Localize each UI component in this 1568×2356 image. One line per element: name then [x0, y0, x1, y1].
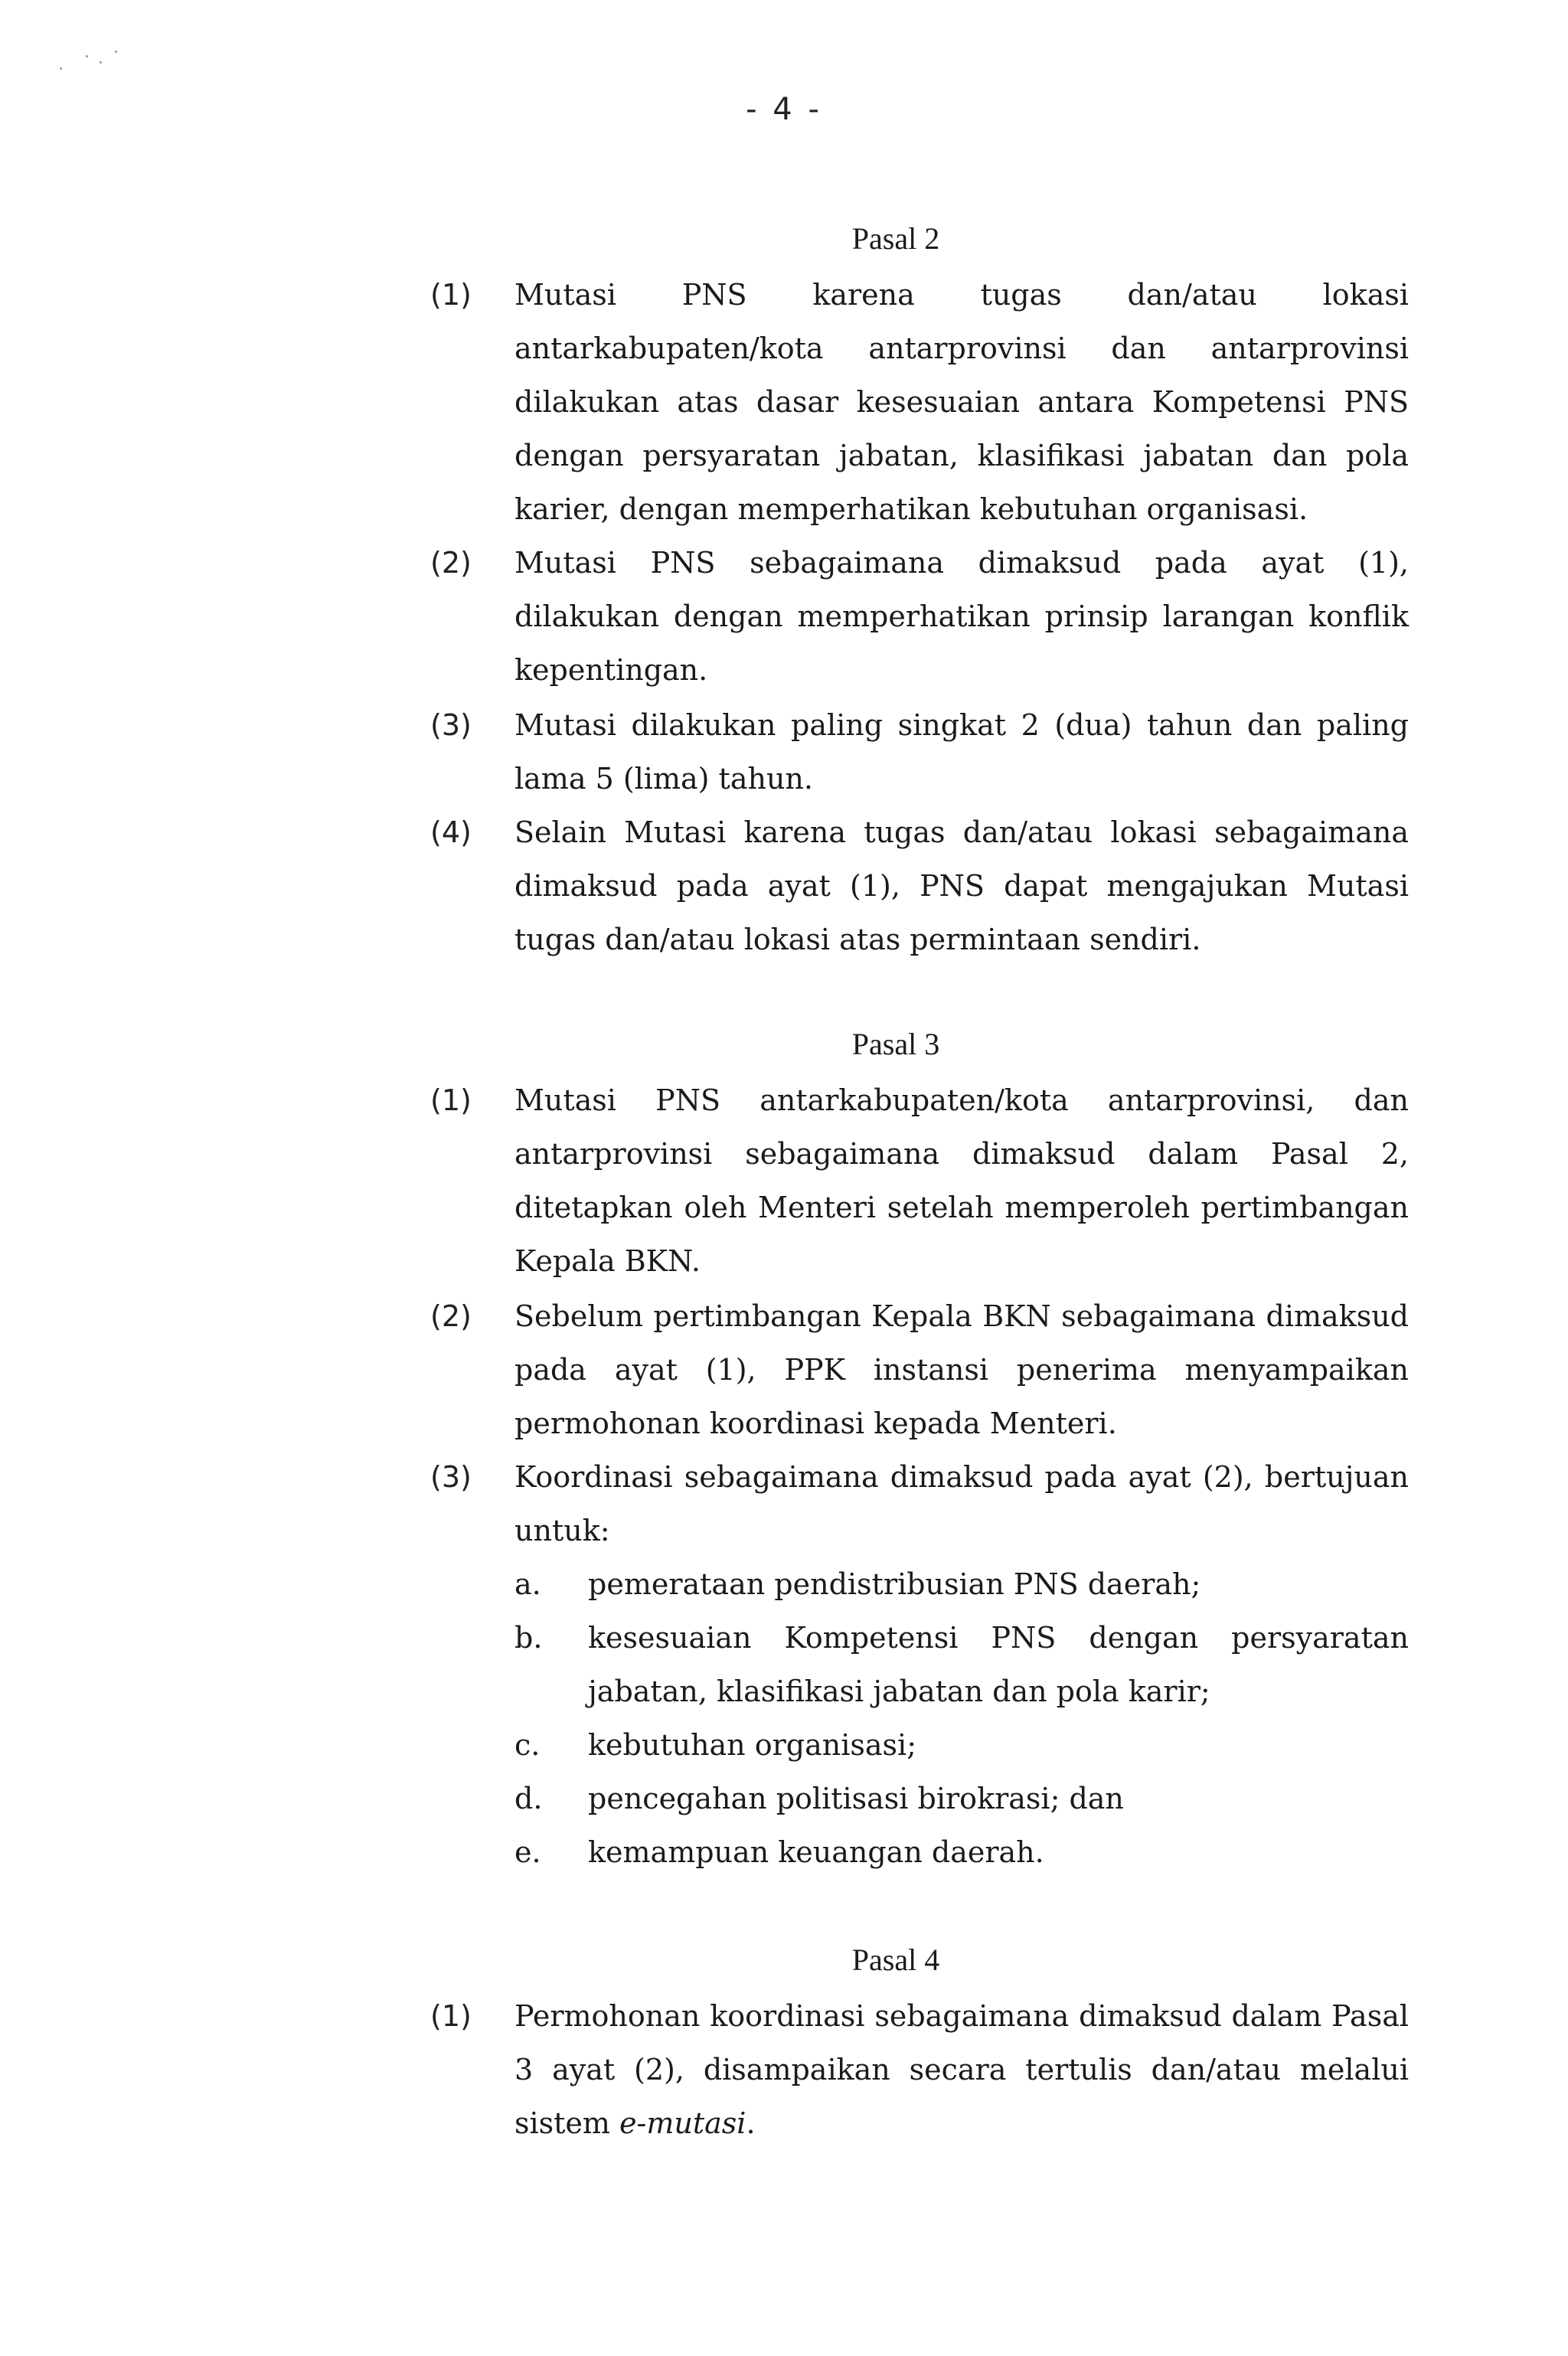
ayat-text-end: . — [746, 2106, 756, 2140]
scan-speck — [60, 67, 62, 70]
pasal-3-title: Pasal 3 — [851, 1027, 940, 1061]
list-item-text: pemerataan pendistribusian PNS daerah; — [588, 1567, 1201, 1601]
list-letter: e. — [514, 1835, 541, 1869]
list-letter: d. — [514, 1782, 543, 1815]
ayat-text: Mutasi dilakukan paling singkat 2 (dua) tahun dan paling lama 5 (lima) tahun. — [514, 708, 1409, 796]
scan-speck — [100, 61, 102, 64]
ayat-number: (4) — [430, 815, 472, 849]
list-item — [514, 1557, 1409, 1611]
ayat-text: Mutasi PNS sebagaimana dimaksud pada ayat (1), dilakukan dengan memperhatikan prinsip larangan konflik kepentingan. — [514, 546, 1409, 687]
ayat-number: (1) — [430, 1999, 472, 2033]
page-number: - 4 - — [746, 92, 822, 127]
list-item-text: kemampuan keuangan daerah. — [588, 1835, 1044, 1869]
pasal-4-title: Pasal 4 — [851, 1943, 940, 1977]
list-item — [514, 1611, 1409, 1718]
list-letter: c. — [514, 1728, 541, 1762]
list-letter: b. — [514, 1621, 543, 1655]
ayat-number: (1) — [430, 1083, 472, 1117]
pasal-3-sub-list — [514, 1557, 1409, 1879]
list-item — [514, 1772, 1409, 1825]
scan-speck — [115, 51, 117, 53]
ayat-text: Mutasi PNS antarkabupaten/kota antarprovinsi, dan antarprovinsi sebagaimana dimaksud dalam Pasal 2, ditetapkan oleh Menteri setelah memperoleh pertimbangan Kepala BKN. — [514, 1083, 1409, 1278]
list-item — [514, 1718, 1409, 1772]
ayat-text-main: Permohonan koordinasi sebagaimana dimaksud dalam Pasal 3 ayat (2), disampaikan secara tertulis dan/atau melalui sistem — [514, 1999, 1409, 2140]
list-item-text: kebutuhan organisasi; — [588, 1728, 917, 1762]
ayat-text: Sebelum pertimbangan Kepala BKN sebagaimana dimaksud pada ayat (1), PPK instansi penerima menyampaikan permohonan koordinasi kepada Menteri. — [514, 1299, 1409, 1440]
pasal-2-title: Pasal 2 — [851, 221, 940, 256]
ayat-text: Koordinasi sebagaimana dimaksud pada ayat (2), bertujuan untuk: — [514, 1460, 1409, 1547]
scan-speck — [86, 55, 88, 57]
ayat-number: (2) — [430, 1299, 472, 1333]
ayat-text: Selain Mutasi karena tugas dan/atau lokasi sebagaimana dimaksud pada ayat (1), PNS dapat mengajukan Mutasi tugas dan/atau lokasi atas permintaan sendiri. — [514, 815, 1409, 956]
ayat-text-italic: e-mutasi — [619, 2106, 746, 2140]
ayat-text: Mutasi PNS karena tugas dan/atau lokasi antarkabupaten/kota antarprovinsi dan antarprovinsi dilakukan atas dasar kesesuaian antara Kompetensi PNS dengan persyaratan jabatan, klasifikasi jabatan dan pola karier, dengan memperhatikan kebutuhan organisasi. — [514, 278, 1409, 526]
ayat-number: (3) — [430, 1460, 472, 1494]
ayat-number: (1) — [430, 278, 472, 312]
ayat-number: (2) — [430, 546, 472, 580]
list-letter: a. — [514, 1567, 541, 1601]
ayat-number: (3) — [430, 708, 472, 742]
ayat-text — [514, 1989, 1409, 2150]
list-item-text: pencegahan politisasi birokrasi; dan — [588, 1782, 1124, 1815]
list-item-text: kesesuaian Kompetensi PNS dengan persyaratan jabatan, klasifikasi jabatan dan pola karir; — [588, 1621, 1409, 1708]
list-item — [514, 1825, 1409, 1879]
